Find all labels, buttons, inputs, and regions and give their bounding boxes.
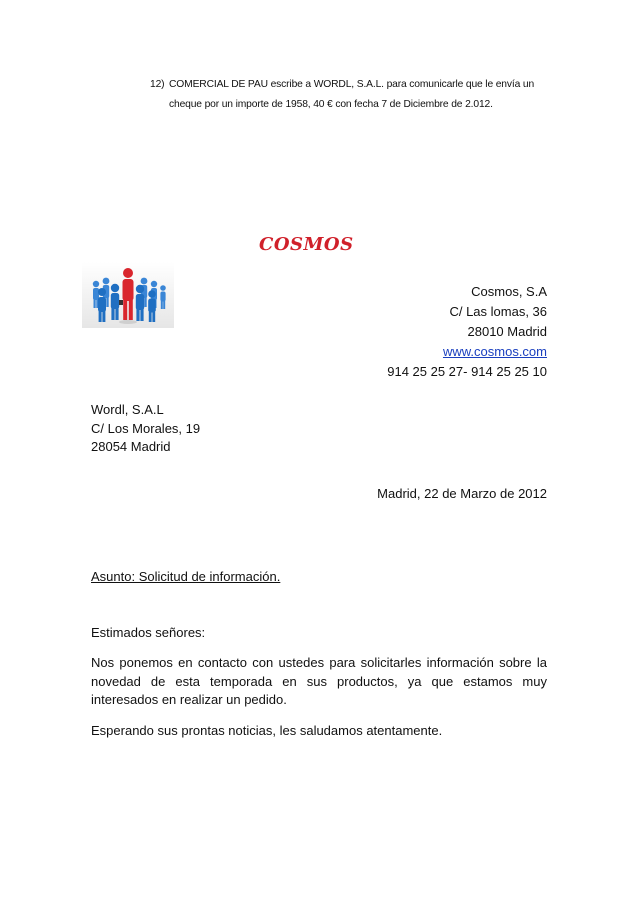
recipient-city: 28054 Madrid xyxy=(91,439,171,454)
letter-greeting: Estimados señores: xyxy=(91,625,206,640)
recipient-name: Wordl, S.A.L xyxy=(91,402,164,417)
business-people-icon xyxy=(82,262,174,328)
sender-name: Cosmos, S.A xyxy=(471,284,547,299)
sender-website-link[interactable]: www.cosmos.com xyxy=(442,344,547,359)
sender-city: 28010 Madrid xyxy=(467,324,547,339)
recipient-street: C/ Los Morales, 19 xyxy=(91,420,201,436)
letter-subject: Asunto: Solicitud de información. xyxy=(91,569,281,584)
exercise-number: 12) xyxy=(150,79,165,90)
exercise-line-2: cheque por un importe de 1958, 40 € con fecha 7 de Diciembre de 2.012. xyxy=(169,99,493,110)
sender-street: C/ Las lomas, 36 xyxy=(449,304,547,319)
sender-address xyxy=(387,282,547,382)
exercise-line-1: COMERCIAL DE PAU escribe a WORDL, S.A.L. para comunicarle que le envía un xyxy=(169,79,535,90)
letter-date: Madrid, 22 de Marzo de 2012 xyxy=(377,486,547,501)
letter-body-paragraph-2: Esperando sus prontas noticias, les saludamos atentamente. xyxy=(91,723,443,738)
company-brand: COSMOS xyxy=(259,234,354,255)
recipient-address xyxy=(91,401,200,457)
letter-body-paragraph-1: Nos ponemos en contacto con ustedes para solicitarles información sobre la novedad de esta temporada en sus productos, ya que estamos muy interesados en realizar un pedido. xyxy=(91,655,547,707)
sender-phones: 914 25 25 27- 914 25 25 10 xyxy=(387,364,547,379)
